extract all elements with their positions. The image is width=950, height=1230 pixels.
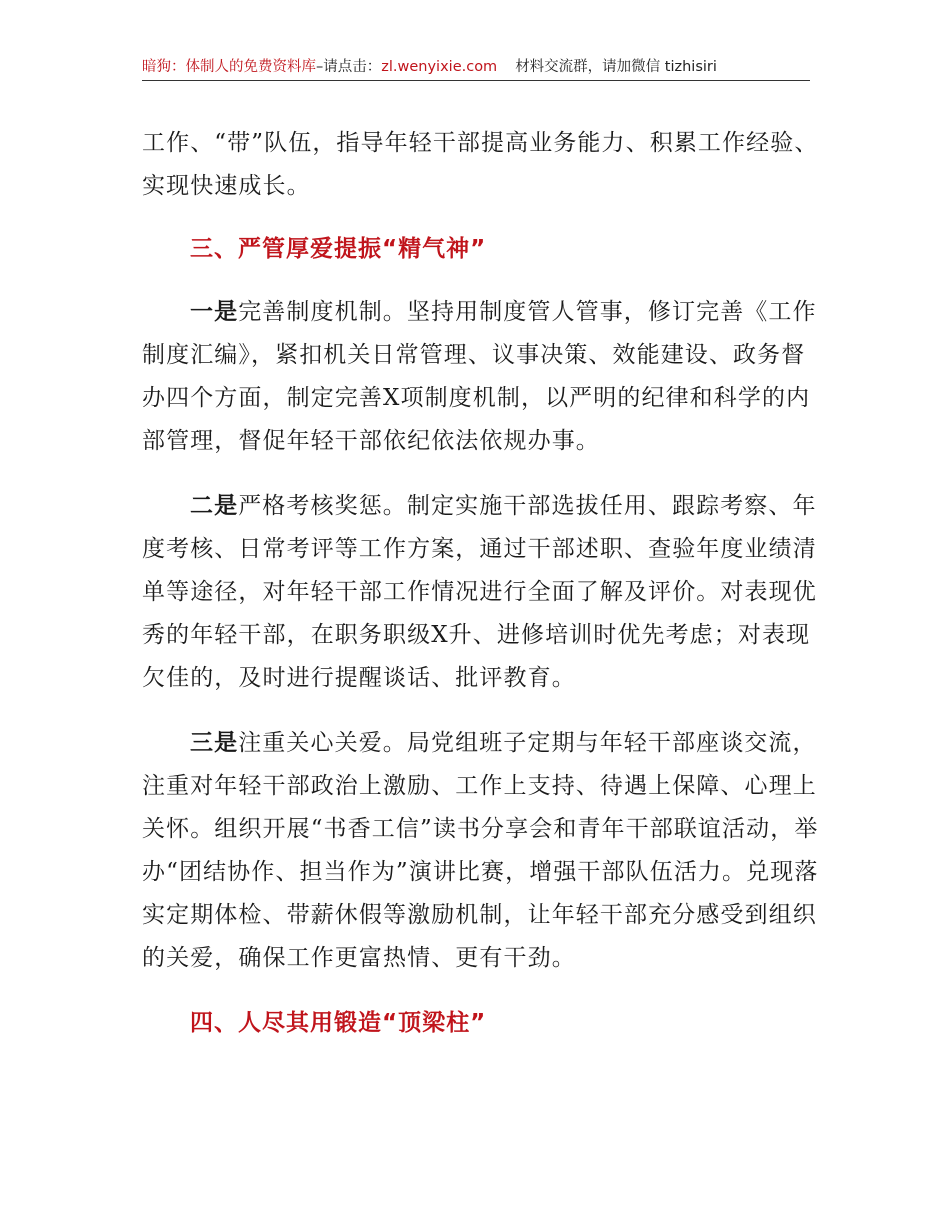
paragraph-lead: 一是 (190, 299, 239, 325)
header-contact: 材料交流群，请加微信 tizhisiri (515, 59, 717, 75)
page-header (142, 56, 810, 81)
paragraph-lead: 二是 (190, 493, 239, 519)
paragraph-text: 完善制度机制。坚持用制度管人管事，修订完善《工作制度汇编》，紧扣机关日常管理、议事决策、效能建设、政务督办四个方面，制定完善X项制度机制，以严明的纪律和科学的内部管理，督促年轻干部依纪依法依规办事。 (142, 299, 817, 454)
header-url-link[interactable]: zl.wenyixie.com (381, 59, 498, 75)
section-3-heading: 三、严管厚爱提振“精气神” (190, 236, 487, 262)
paragraph-text: 严格考核奖惩。制定实施干部选拔任用、跟踪考察、年度考核、日常考评等工作方案，通过干部述职、查验年度业绩清单等途径，对年轻干部工作情况进行全面了解及评价。对表现优秀的年轻干部，在职务职级X升、进修培训时优先考虑；对表现欠佳的，及时进行提醒谈话、批评教育。 (142, 493, 817, 691)
paragraph-lead: 三是 (190, 730, 239, 756)
header-click-prompt: –请点击： (316, 59, 382, 75)
section-4-heading: 四、人尽其用锻造“顶梁柱” (190, 1010, 487, 1036)
section-3-paragraph-1 (142, 291, 820, 463)
intro-paragraph: 工作、“带”队伍，指导年轻干部提高业务能力、积累工作经验、实现快速成长。 (142, 130, 819, 199)
header-link-text[interactable]: 暗狗：体制人的免费资料库 (142, 59, 316, 75)
section-3-paragraph-3 (142, 722, 820, 980)
document-body (142, 122, 820, 1045)
section-3-paragraph-2 (142, 485, 820, 700)
paragraph-text: 注重关心关爱。局党组班子定期与年轻干部座谈交流，注重对年轻干部政治上激励、工作上支持、待遇上保障、心理上关怀。组织开展“书香工信”读书分享会和青年干部联谊活动，举办“团结协作、担当作为”演讲比赛，增强干部队伍活力。兑现落实定期体检、带薪休假等激励机制，让年轻干部充分感受到组织的关爱，确保工作更富热情、更有干劲。 (142, 730, 819, 971)
